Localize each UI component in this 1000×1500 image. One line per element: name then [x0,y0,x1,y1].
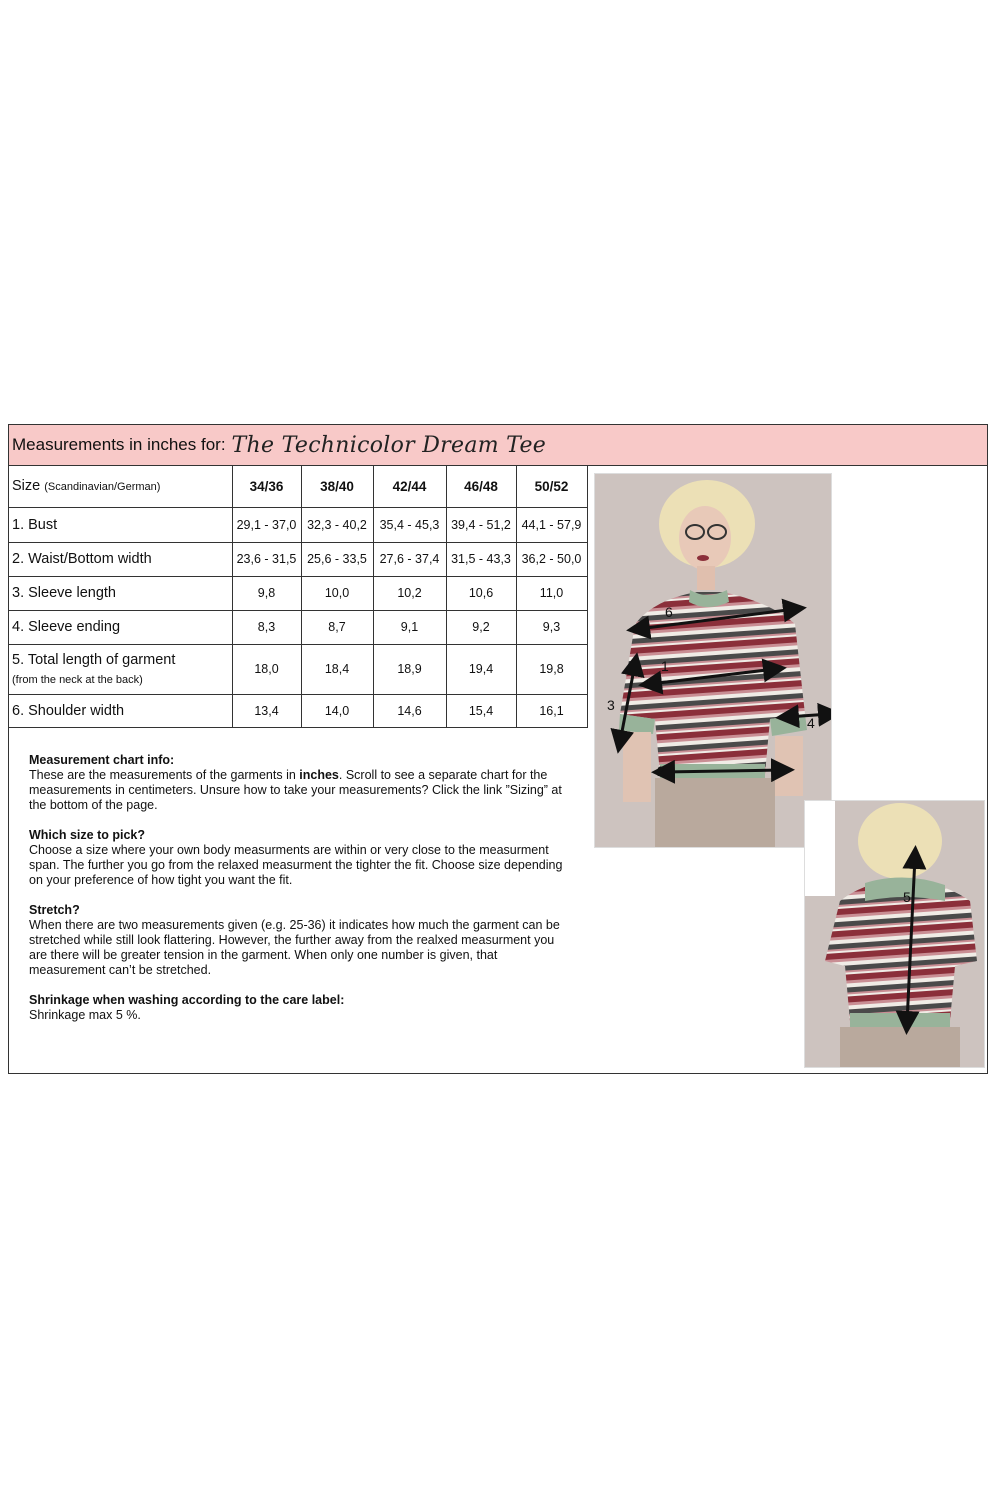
label-total-length: 5 [903,889,911,905]
size-header-cell [9,466,232,507]
size-system-label: (Scandinavian/German) [44,481,161,494]
size-table [9,466,588,728]
table-cell: 9,3 [516,610,587,644]
row-label-main: 5. Total length of garment [12,652,176,668]
chart-info-heading: Measurement chart info: [29,753,175,767]
table-cell: 39,4 - 51,2 [446,507,516,542]
label-bust: 1 [661,658,669,674]
chart-info-units: inches [299,768,339,782]
label-sleeve-length: 3 [607,697,615,713]
table-cell: 19,8 [516,644,587,694]
row-label [9,644,232,694]
row-label: 4. Sleeve ending [9,610,232,644]
back-view-photo [804,800,985,1068]
pick-size-heading: Which size to pick? [29,828,145,842]
table-cell: 44,1 - 57,9 [516,507,587,542]
table-cell: 14,0 [301,694,373,727]
table-cell: 32,3 - 40,2 [301,507,373,542]
back-sweater-diagram [805,801,985,1068]
table-row [9,694,587,727]
stretch-text: When there are two measurements given (e.g. 25-36) it indicates how much the garment can be stretched while still look flattering. However, the further away from the realxed measurment you are there will be greater tension in the garment. When only one number is given, that measurement can’t be stretched. [29,918,560,977]
shrinkage-heading: Shrinkage when washing according to the care label: [29,993,345,1007]
size-column-header: 38/40 [301,466,373,507]
stretch-heading: Stretch? [29,903,80,917]
table-cell: 36,2 - 50,0 [516,542,587,576]
table-cell: 10,2 [373,576,446,610]
row-label: 1. Bust [9,507,232,542]
table-cell: 29,1 - 37,0 [232,507,301,542]
table-row [9,610,587,644]
size-column-header: 50/52 [516,466,587,507]
table-cell: 13,4 [232,694,301,727]
table-cell: 10,0 [301,576,373,610]
table-cell: 35,4 - 45,3 [373,507,446,542]
label-shoulder-width: 6 [665,604,673,620]
table-cell: 14,6 [373,694,446,727]
table-cell: 8,7 [301,610,373,644]
pick-size-text: Choose a size where your own body measurments are within or very close to the measurment span. The further you go from the relaxed measurment the tighter the fit. Choose size depending on your preference of how tight you want the fit. [29,843,563,887]
title-bar [9,425,987,466]
table-cell: 18,0 [232,644,301,694]
table-cell: 9,2 [446,610,516,644]
table-cell: 19,4 [446,644,516,694]
chart-info-text [29,768,574,813]
row-label: 2. Waist/Bottom width [9,542,232,576]
chart-info-text-start: These are the measurements of the garments in [29,768,300,782]
front-view-photo [594,473,832,848]
table-row [9,507,587,542]
table-cell: 9,8 [232,576,301,610]
size-column-header: 34/36 [232,466,301,507]
table-cell: 9,1 [373,610,446,644]
table-cell: 18,9 [373,644,446,694]
table-cell: 11,0 [516,576,587,610]
size-column-header: 46/48 [446,466,516,507]
label-sleeve-ending: 4 [807,715,815,731]
label-waist: 2 [657,763,665,779]
chart-info-text-end: . Scroll to see a separate chart for the measurements in centimeters. Unsure how to take your measurements? Click the link ”Sizing” at the bottom of the page. [29,768,562,812]
row-label: 6. Shoulder width [9,694,232,727]
table-cell: 25,6 - 33,5 [301,542,373,576]
table-cell: 27,6 - 37,4 [373,542,446,576]
table-cell: 16,1 [516,694,587,727]
table-row [9,542,587,576]
size-column-header: 42/44 [373,466,446,507]
product-name: The Technicolor Dream Tee [231,432,547,458]
size-label: Size [12,478,41,495]
table-row [9,644,587,694]
measurement-chart [8,424,988,1074]
table-cell: 31,5 - 43,3 [446,542,516,576]
row-label: 3. Sleeve length [9,576,232,610]
table-cell: 10,6 [446,576,516,610]
table-cell: 18,4 [301,644,373,694]
front-sweater-diagram [595,474,832,848]
table-header-row [9,466,587,507]
row-label-note: (from the neck at the back) [12,674,143,686]
table-cell: 23,6 - 31,5 [232,542,301,576]
table-row [9,576,587,610]
table-cell: 8,3 [232,610,301,644]
table-cell: 15,4 [446,694,516,727]
shrinkage-text: Shrinkage max 5 %. [29,1008,141,1022]
title-prefix: Measurements in inches for: [12,435,226,454]
info-section [29,753,574,1038]
